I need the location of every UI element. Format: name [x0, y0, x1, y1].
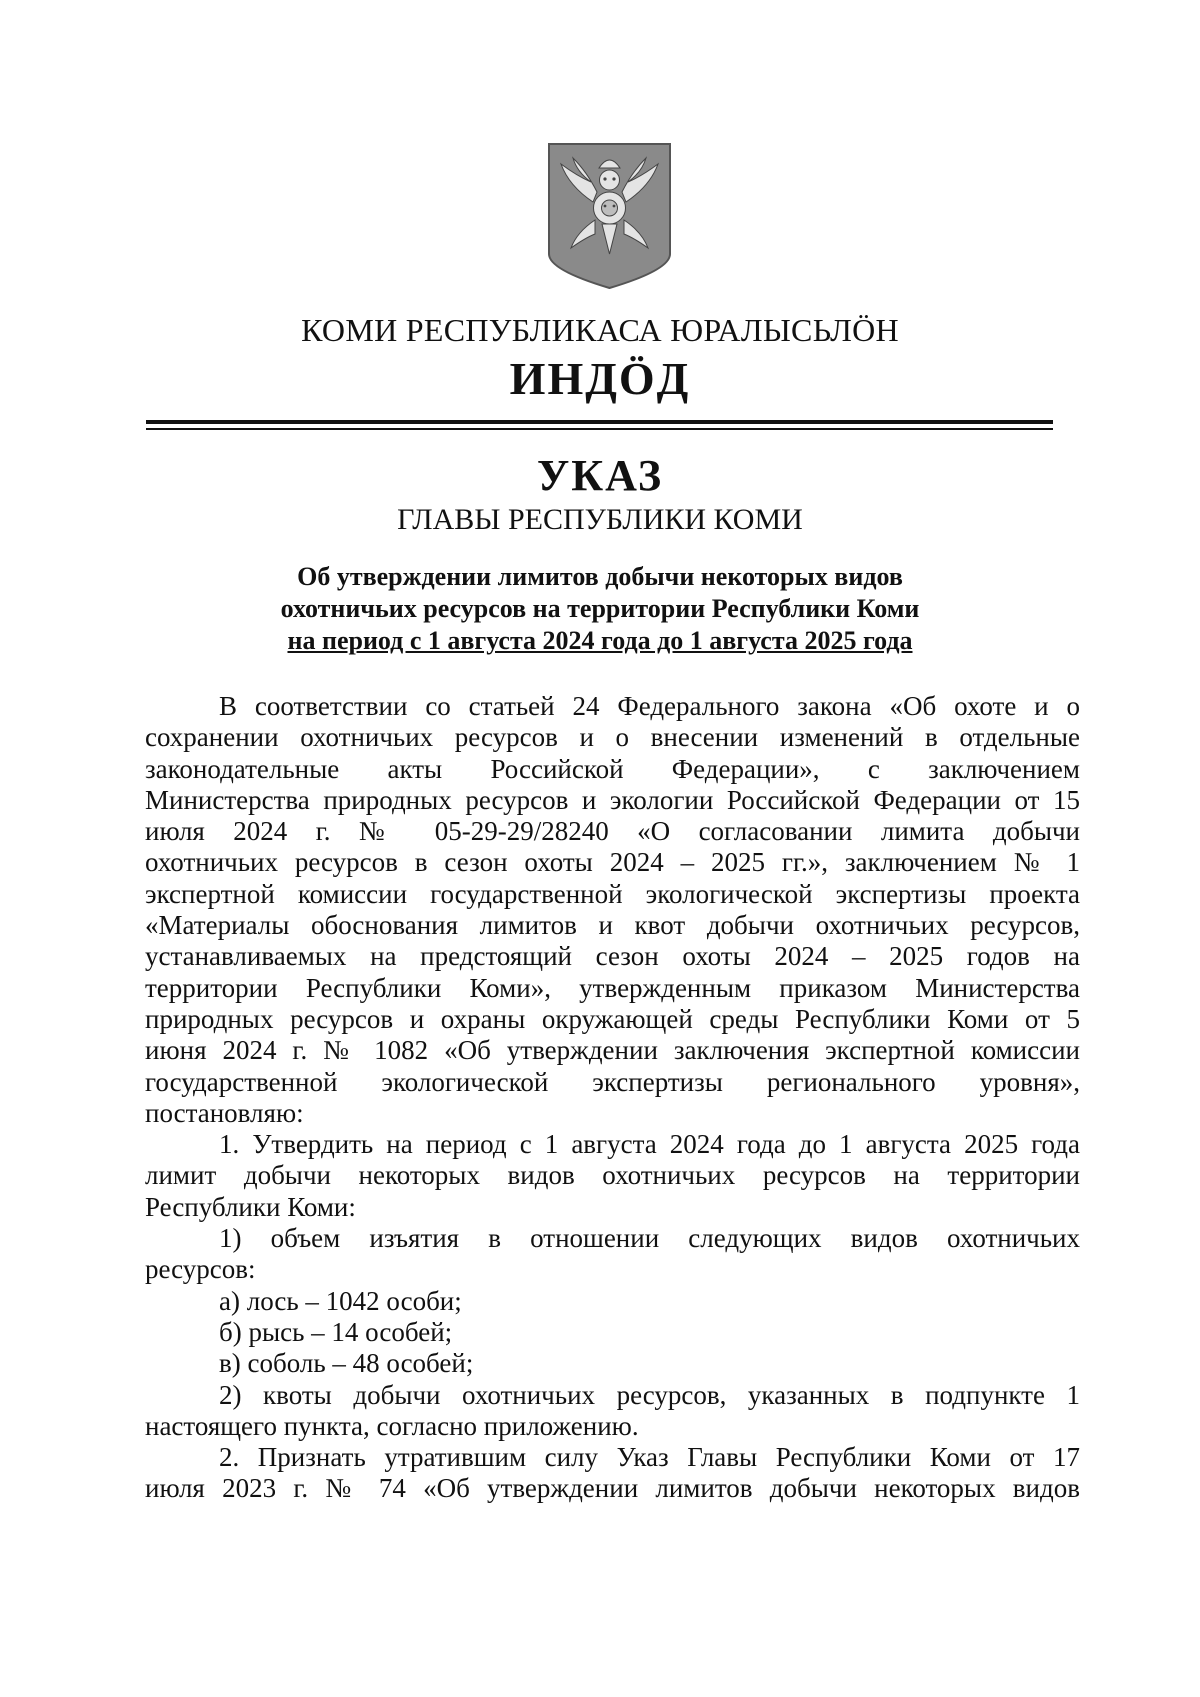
- body-line: Республики Коми:: [145, 1191, 356, 1222]
- body-line: июля 2023 г. № 74 «Об утверждении лимитов добычи некоторых видов: [145, 1473, 1080, 1504]
- title-line: на период с 1 августа 2024 года до 1 августа 2025 года: [287, 626, 913, 655]
- coat-of-arms-icon: [547, 142, 672, 290]
- body-line: настоящего пункта, согласно приложению.: [145, 1410, 639, 1441]
- header-divider-thick: [146, 420, 1053, 424]
- body-line: 1. Утвердить на период с 1 августа 2024 года до 1 августа 2025 года: [219, 1129, 1080, 1160]
- title-line: охотничьих ресурсов на территории Республики Коми: [280, 594, 920, 623]
- body-line: «Материалы обоснования лимитов и квот добычи охотничьих ресурсов,: [145, 910, 1080, 941]
- body-line: июня 2024 г. № 1082 «Об утверждении заключения экспертной комиссии: [145, 1035, 1080, 1066]
- decree-body: [145, 691, 1080, 1505]
- coat-of-arms-emblem: [547, 142, 672, 290]
- body-line: законодательные акты Российской Федерации», с заключением: [145, 753, 1080, 784]
- body-line: а) лось – 1042 особи;: [219, 1285, 462, 1316]
- body-line: в) соболь – 48 особей;: [219, 1348, 474, 1379]
- org-name-line: КОМИ РЕСПУБЛИКАСА ЮРАЛЫСЬЛӦН: [301, 312, 899, 348]
- body-line: экспертной комиссии государственной экологической экспертизы проекта: [145, 878, 1080, 909]
- body-line: 2) квоты добычи охотничьих ресурсов, указанных в подпункте 1: [219, 1379, 1080, 1410]
- body-line: сохранении охотничьих ресурсов и о внесении изменений в отдельные: [145, 722, 1080, 753]
- decree-issuer: ГЛАВЫ РЕСПУБЛИКИ КОМИ: [397, 503, 803, 536]
- body-line: охотничьих ресурсов в сезон охоты 2024 – 2025 гг.», заключением № 1: [145, 847, 1080, 878]
- body-line: июля 2024 г. № 05-29-29/28240 «О согласовании лимита добычи: [145, 816, 1080, 847]
- body-line: природных ресурсов и охраны окружающей среды Республики Коми от 5: [145, 1003, 1080, 1034]
- title-line: Об утверждении лимитов добычи некоторых видов: [297, 562, 903, 591]
- decree-type: УКАЗ: [536, 451, 664, 500]
- body-line: Министерства природных ресурсов и экологии Российской Федерации от 15: [145, 784, 1080, 815]
- body-line: 2. Признать утратившим силу Указ Главы Республики Коми от 17: [219, 1442, 1080, 1473]
- decree-title: [0, 561, 1200, 657]
- body-line: В соответствии со статьей 24 Федерального закона «Об охоте и о: [219, 691, 1080, 721]
- body-line: постановляю:: [145, 1097, 304, 1128]
- body-line: устанавливаемых на предстоящий сезон охоты 2024 – 2025 годов на: [145, 941, 1080, 972]
- body-line: 1) объем изъятия в отношении следующих видов охотничьих: [219, 1223, 1080, 1254]
- body-line: территории Республики Коми», утвержденным приказом Министерства: [145, 972, 1080, 1003]
- body-line: государственной экологической экспертизы регионального уровня»,: [145, 1066, 1080, 1097]
- org-decree-word: ИНДӦД: [509, 353, 691, 404]
- body-line: б) рысь – 14 особей;: [219, 1316, 453, 1347]
- header-divider-thin: [146, 428, 1053, 430]
- body-line: лимит добычи некоторых видов охотничьих ресурсов на территории: [145, 1160, 1080, 1191]
- body-line: ресурсов:: [145, 1254, 256, 1285]
